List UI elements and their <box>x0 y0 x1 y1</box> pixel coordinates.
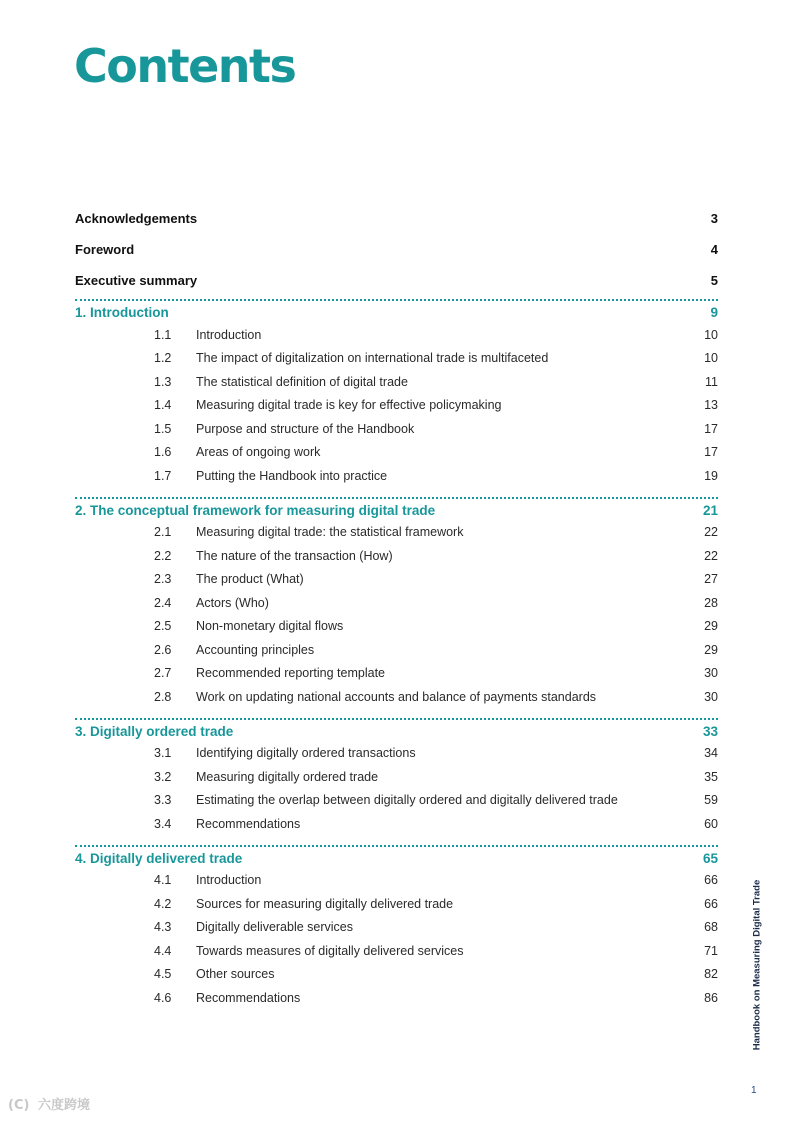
toc-sub-number: 3.4 <box>154 816 172 831</box>
toc-sub-number: 2.4 <box>154 595 172 610</box>
toc-section-label: 4. Digitally delivered trade <box>75 850 243 866</box>
toc-sub-entry[interactable] <box>75 441 718 465</box>
toc-sub-entry[interactable] <box>75 347 718 371</box>
toc-section-page: 21 <box>702 502 718 518</box>
toc-sub-label: Identifying digitally ordered transactions <box>196 746 416 761</box>
toc-sub-page: 35 <box>704 769 718 784</box>
toc-sub-number: 2.6 <box>154 642 172 657</box>
toc-sub-entry[interactable] <box>75 615 718 639</box>
toc-entry-label: Foreword <box>75 242 135 257</box>
toc-entry-executive-summary[interactable] <box>75 265 718 296</box>
toc-sub-number: 1.5 <box>154 421 172 436</box>
toc-sub-label: Recommended reporting template <box>196 666 385 681</box>
toc-sub-number: 2.7 <box>154 666 172 681</box>
toc-sub-label: Sources for measuring digitally delivered trade <box>196 896 454 911</box>
toc-sub-label: Recommendations <box>196 816 301 831</box>
toc-sub-page: 28 <box>704 595 718 610</box>
toc-sub-label: The statistical definition of digital trade <box>196 374 408 389</box>
toc-sub-page: 30 <box>704 689 718 704</box>
toc-sub-entry[interactable] <box>75 394 718 418</box>
toc-section-label: 3. Digitally ordered trade <box>75 723 234 739</box>
toc-sub-entry[interactable] <box>75 892 718 916</box>
running-title: Handbook on Measuring Digital Trade <box>751 879 763 1051</box>
toc-section-page: 9 <box>710 305 718 320</box>
toc-sub-number: 1.6 <box>154 445 172 460</box>
toc-sub-page: 66 <box>704 896 718 911</box>
toc-sub-label: The nature of the transaction (How) <box>196 548 393 563</box>
toc-sub-entry[interactable] <box>75 323 718 347</box>
toc-sub-label: Accounting principles <box>196 642 315 657</box>
toc-sub-entry[interactable] <box>75 464 718 488</box>
toc-section-2 <box>75 497 718 715</box>
toc-sub-label: Digitally deliverable services <box>196 920 354 935</box>
toc-sub-number: 4.6 <box>154 990 172 1005</box>
toc-sub-page: 27 <box>704 572 718 587</box>
toc-sub-number: 1.7 <box>154 468 172 483</box>
toc-sub-entry[interactable] <box>75 370 718 394</box>
toc-sub-page: 19 <box>704 468 718 483</box>
toc-sub-number: 2.1 <box>154 525 172 540</box>
toc-sub-entry[interactable] <box>75 812 718 836</box>
toc-sub-page: 30 <box>704 666 718 681</box>
toc-sub-entry[interactable] <box>75 638 718 662</box>
toc-sub-label: The impact of digitalization on international trade is multifaceted <box>196 351 549 366</box>
toc-sub-number: 1.4 <box>154 398 172 413</box>
toc-sub-label: Estimating the overlap between digitally ordered and digitally delivered trade <box>196 793 618 808</box>
toc-sub-number: 3.2 <box>154 769 172 784</box>
toc-sub-entry[interactable] <box>75 568 718 592</box>
toc-sub-number: 1.2 <box>154 351 172 366</box>
toc-entry-page: 4 <box>710 242 718 257</box>
toc-sub-label: Areas of ongoing work <box>196 445 321 460</box>
toc-sub-label: Towards measures of digitally delivered services <box>196 943 464 958</box>
toc-section-label: 1. Introduction <box>75 305 169 320</box>
toc-sub-number: 2.8 <box>154 689 172 704</box>
toc-sub-page: 17 <box>704 421 718 436</box>
toc-section-header[interactable] <box>75 500 718 521</box>
toc-section-label: 2. The conceptual framework for measuring digital trade <box>75 502 436 518</box>
toc-sub-number: 4.5 <box>154 967 172 982</box>
toc-entry-foreword[interactable] <box>75 234 718 265</box>
toc-sub-entry[interactable] <box>75 521 718 545</box>
watermark <box>8 1094 90 1113</box>
toc-sub-label: Introduction <box>196 327 262 342</box>
toc-entry-label: Acknowledgements <box>75 211 198 226</box>
toc-sub-entry[interactable] <box>75 765 718 789</box>
toc-sub-number: 4.4 <box>154 943 172 958</box>
toc-sub-entry[interactable] <box>75 986 718 1010</box>
table-of-contents <box>75 203 718 1010</box>
watermark-text: 六度跨境 <box>38 1098 91 1113</box>
toc-entry-page: 5 <box>710 273 718 288</box>
toc-sub-entry[interactable] <box>75 939 718 963</box>
toc-sub-entry[interactable] <box>75 591 718 615</box>
toc-section-1 <box>75 299 718 494</box>
toc-sub-page: 13 <box>704 398 718 413</box>
toc-sub-number: 2.5 <box>154 619 172 634</box>
toc-section-3 <box>75 718 718 842</box>
toc-sub-label: Measuring digital trade: the statistical framework <box>196 525 464 540</box>
watermark-logo-icon <box>8 1095 34 1113</box>
toc-sub-label: Putting the Handbook into practice <box>196 468 388 483</box>
toc-sub-page: 68 <box>704 920 718 935</box>
toc-sub-page: 71 <box>704 943 718 958</box>
toc-sub-label: Purpose and structure of the Handbook <box>196 421 415 436</box>
toc-sub-number: 4.3 <box>154 920 172 935</box>
toc-sub-page: 22 <box>704 525 718 540</box>
toc-sub-page: 86 <box>704 990 718 1005</box>
toc-entry-page: 3 <box>710 211 718 226</box>
toc-sub-label: Measuring digitally ordered trade <box>196 769 379 784</box>
toc-sub-entry[interactable] <box>75 685 718 709</box>
toc-sub-number: 2.2 <box>154 548 172 563</box>
toc-sub-page: 11 <box>705 374 718 389</box>
toc-sub-label: Introduction <box>196 873 262 888</box>
toc-section-page: 65 <box>702 850 718 866</box>
toc-section-page: 33 <box>702 723 718 739</box>
toc-sub-page: 17 <box>704 445 718 460</box>
toc-sub-page: 10 <box>704 327 718 342</box>
toc-sub-label: Actors (Who) <box>196 595 269 610</box>
toc-sub-page: 29 <box>704 619 718 634</box>
toc-sub-number: 1.3 <box>154 374 172 389</box>
toc-section-4 <box>75 845 718 1010</box>
toc-sub-number: 3.3 <box>154 793 172 808</box>
toc-sub-label: Non-monetary digital flows <box>196 619 344 634</box>
toc-sub-number: 4.2 <box>154 896 172 911</box>
toc-section-header[interactable] <box>75 721 718 742</box>
toc-sub-entry[interactable] <box>75 789 718 813</box>
toc-sub-page: 82 <box>704 967 718 982</box>
toc-entry-acknowledgements[interactable] <box>75 203 718 234</box>
toc-sub-page: 22 <box>704 548 718 563</box>
toc-sub-entry[interactable] <box>75 544 718 568</box>
toc-sub-number: 4.1 <box>154 873 172 888</box>
toc-sub-number: 1.1 <box>154 327 172 342</box>
toc-sub-entry[interactable] <box>75 742 718 766</box>
toc-sub-label: Measuring digital trade is key for effective policymaking <box>196 398 502 413</box>
toc-sub-page: 66 <box>704 873 718 888</box>
toc-sub-label: Recommendations <box>196 990 301 1005</box>
toc-sub-label: Work on updating national accounts and balance of payments standards <box>196 689 597 704</box>
toc-sub-label: The product (What) <box>196 572 304 587</box>
toc-sub-page: 34 <box>704 746 718 761</box>
toc-sub-page: 60 <box>704 816 718 831</box>
toc-sub-label: Other sources <box>196 967 275 982</box>
toc-sub-entry[interactable] <box>75 916 718 940</box>
toc-sub-entry[interactable] <box>75 963 718 987</box>
toc-sub-page: 29 <box>704 642 718 657</box>
toc-section-header[interactable] <box>75 302 718 323</box>
toc-entry-label: Executive summary <box>75 273 198 288</box>
toc-sub-page: 10 <box>704 351 718 366</box>
toc-sub-entry[interactable] <box>75 662 718 686</box>
page-number: 1 <box>751 1085 757 1096</box>
toc-sub-entry[interactable] <box>75 869 718 893</box>
svg-text:(C): (C) <box>8 1097 30 1113</box>
toc-sub-page: 59 <box>704 793 718 808</box>
page-title: Contents <box>74 39 296 93</box>
toc-sub-number: 2.3 <box>154 572 172 587</box>
toc-sub-number: 3.1 <box>154 746 172 761</box>
toc-sub-entry[interactable] <box>75 417 718 441</box>
toc-section-header[interactable] <box>75 848 718 869</box>
